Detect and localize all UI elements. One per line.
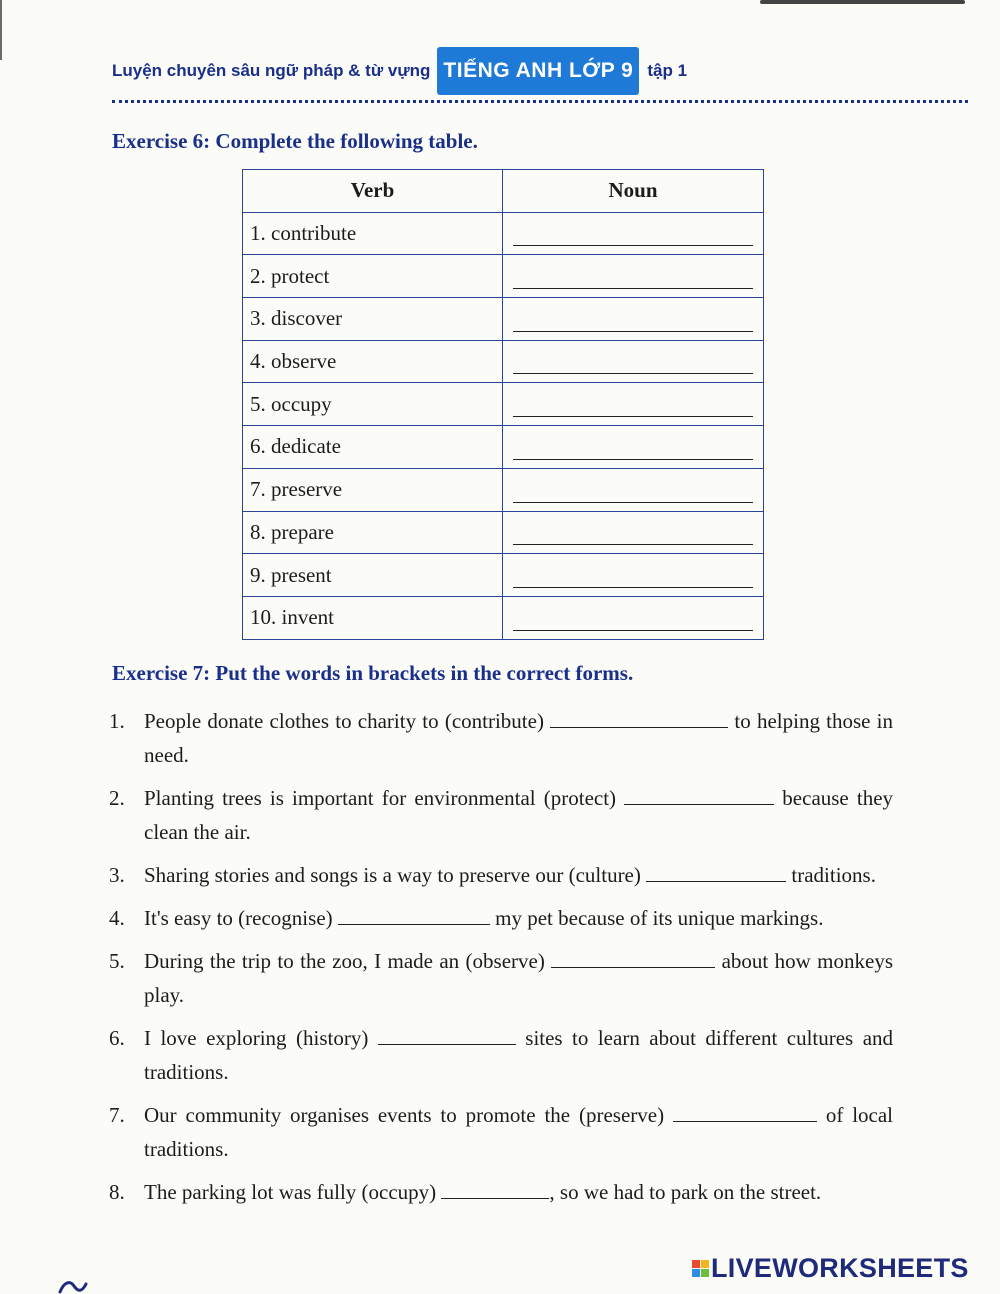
answer-blank[interactable] xyxy=(513,587,753,588)
question-text-after: , so we had to park on the street. xyxy=(549,1180,822,1204)
noun-answer-cell[interactable] xyxy=(503,340,764,383)
header-dotted-divider xyxy=(112,100,968,103)
noun-answer-cell[interactable] xyxy=(503,383,764,426)
question-item xyxy=(109,1175,893,1209)
noun-answer-cell[interactable] xyxy=(503,212,764,255)
header-subtitle: Luyện chuyên sâu ngữ pháp & từ vựng xyxy=(112,61,431,80)
question-number: 6. xyxy=(109,1026,125,1050)
question-text-after: of local traditions. xyxy=(144,1103,894,1161)
noun-answer-cell[interactable] xyxy=(503,511,764,554)
logo-square-green xyxy=(701,1269,709,1277)
noun-answer-cell[interactable] xyxy=(503,255,764,298)
noun-answer-cell[interactable] xyxy=(503,298,764,341)
question-number: 1. xyxy=(109,709,125,733)
table-row xyxy=(243,340,764,383)
question-number: 3. xyxy=(109,863,125,887)
question-item xyxy=(109,781,893,849)
verb-cell: 9. present xyxy=(243,554,503,597)
question-text-after: my pet because of its unique markings. xyxy=(495,906,824,930)
pen-scribble-icon xyxy=(58,1276,88,1294)
verb-noun-table xyxy=(242,169,764,640)
verb-cell: 1. contribute xyxy=(243,212,503,255)
question-number: 7. xyxy=(109,1103,125,1127)
table-row xyxy=(243,212,764,255)
question-item xyxy=(109,704,893,772)
logo-text: LIVEWORKSHEETS xyxy=(711,1252,969,1283)
answer-blank[interactable] xyxy=(513,416,753,417)
verb-cell: 4. observe xyxy=(243,340,503,383)
answer-blank[interactable] xyxy=(513,544,753,545)
logo-square-yellow xyxy=(701,1260,709,1268)
exercise6-title: Exercise 6: Complete the following table. xyxy=(112,129,478,153)
noun-answer-cell[interactable] xyxy=(503,554,764,597)
question-number: 8. xyxy=(109,1180,125,1204)
verb-cell: 10. invent xyxy=(243,596,503,639)
answer-blank[interactable] xyxy=(646,863,786,882)
table-row xyxy=(243,383,764,426)
verb-cell: 5. occupy xyxy=(243,383,503,426)
answer-blank[interactable] xyxy=(513,459,753,460)
header-badge: TIẾNG ANH LỚP 9 xyxy=(437,47,639,95)
question-item xyxy=(109,1098,893,1166)
question-text-before: People donate clothes to charity to (contribute) xyxy=(144,709,544,733)
answer-blank[interactable] xyxy=(513,630,753,631)
top-pen-stroke xyxy=(760,0,965,4)
question-text-after: because they clean the air. xyxy=(144,786,894,844)
question-text-after: to helping those in need. xyxy=(144,709,894,767)
verb-cell: 3. discover xyxy=(243,298,503,341)
question-item xyxy=(109,944,893,1012)
question-text-before: Sharing stories and songs is a way to preserve our (culture) xyxy=(144,863,641,887)
question-text-before: Our community organises events to promote the (preserve) xyxy=(144,1103,665,1127)
question-text-after: about how monkeys play. xyxy=(144,949,893,1007)
answer-blank[interactable] xyxy=(513,288,753,289)
page-edge-line xyxy=(0,0,8,60)
answer-blank[interactable] xyxy=(513,245,753,246)
answer-blank[interactable] xyxy=(624,786,774,805)
answer-blank[interactable] xyxy=(441,1180,549,1199)
table-row xyxy=(243,554,764,597)
question-text-before: I love exploring (history) xyxy=(144,1026,369,1050)
question-text-before: Planting trees is important for environmental (protect) xyxy=(144,786,617,810)
header-volume: tập 1 xyxy=(647,61,688,80)
answer-blank[interactable] xyxy=(550,709,728,728)
question-item xyxy=(109,858,893,892)
table-row xyxy=(243,298,764,341)
verb-cell: 7. preserve xyxy=(243,468,503,511)
question-number: 2. xyxy=(109,786,125,810)
noun-answer-cell[interactable] xyxy=(503,596,764,639)
question-number: 5. xyxy=(109,949,125,973)
question-text-after: traditions. xyxy=(791,863,876,887)
table-row xyxy=(243,255,764,298)
table-row xyxy=(243,511,764,554)
noun-answer-cell[interactable] xyxy=(503,468,764,511)
verb-cell: 6. dedicate xyxy=(243,426,503,469)
question-text-before: The parking lot was fully (occupy) xyxy=(144,1180,437,1204)
logo-square-red xyxy=(692,1260,700,1268)
page-header xyxy=(112,44,687,98)
liveworksheets-logo-icon xyxy=(692,1260,709,1277)
verb-cell: 8. prepare xyxy=(243,511,503,554)
table-row xyxy=(243,596,764,639)
exercise7-questions xyxy=(109,704,893,1218)
answer-blank[interactable] xyxy=(513,373,753,374)
answer-blank[interactable] xyxy=(378,1026,516,1045)
question-text-before: During the trip to the zoo, I made an (observe) xyxy=(144,949,545,973)
liveworksheets-logo xyxy=(692,1252,969,1284)
answer-blank[interactable] xyxy=(513,331,753,332)
question-text-after: sites to learn about different cultures and traditions. xyxy=(144,1026,894,1084)
answer-blank[interactable] xyxy=(513,502,753,503)
noun-answer-cell[interactable] xyxy=(503,426,764,469)
table-row xyxy=(243,426,764,469)
question-item xyxy=(109,901,893,935)
column-header-verb: Verb xyxy=(243,170,503,213)
exercise7-title: Exercise 7: Put the words in brackets in the correct forms. xyxy=(112,661,634,685)
verb-cell: 2. protect xyxy=(243,255,503,298)
table-row xyxy=(243,468,764,511)
column-header-noun: Noun xyxy=(503,170,764,213)
answer-blank[interactable] xyxy=(551,949,715,968)
question-number: 4. xyxy=(109,906,125,930)
question-text-before: It's easy to (recognise) xyxy=(144,906,333,930)
question-item xyxy=(109,1021,893,1089)
logo-square-blue xyxy=(692,1269,700,1277)
answer-blank[interactable] xyxy=(673,1103,817,1122)
answer-blank[interactable] xyxy=(338,906,490,925)
